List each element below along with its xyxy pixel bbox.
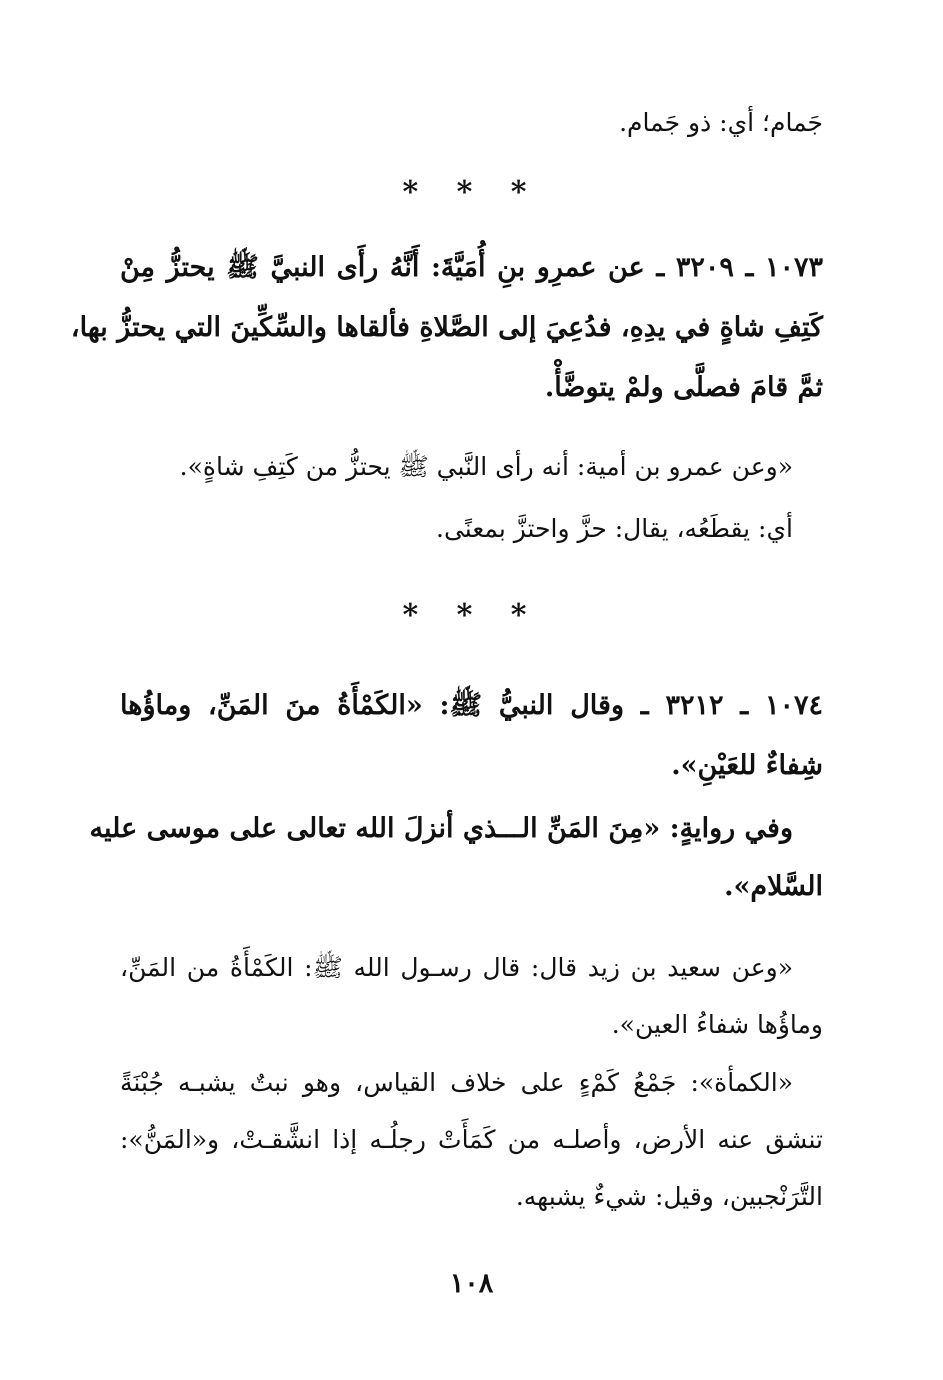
text-line: جَمام؛ أي: ذو جَمام. bbox=[619, 108, 823, 137]
commentary-line: «وعن عمرو بن أمية: أنه رأى النَّبي ﷺ يحتزُّ من كَتِفِ شاةٍ». bbox=[179, 452, 793, 481]
hadith-line: ١٠٧٤ ـ ٣٢١٢ ـ وقال النبيُّ ﷺ: «الكَمْأَةُ منَ المَنِّ، وماؤُها bbox=[120, 690, 823, 721]
hadith-line: ١٠٧٣ ـ ٣٢٠٩ ـ عن عمرِو بنِ أُمَيَّةَ: أَنَّهُ رأَى النبيَّ ﷺ يحتزُّ مِنْ bbox=[120, 252, 823, 283]
page-number: ١٠٨ bbox=[449, 1268, 494, 1299]
hadith-line: ثمَّ قامَ فصلَّى ولمْ يتوضَّأْ. bbox=[544, 372, 823, 403]
hadith-line: كَتِفِ شاةٍ في يدِهِ، فدُعِيَ إلى الصَّلاةِ فألقاها والسِّكِّينَ التي يحتزُّ بها، bbox=[70, 312, 823, 343]
hadith-line: وفي روايةٍ: «مِنَ المَنِّ الـــذي أنزلَ الله تعالى على موسى عليه bbox=[89, 813, 793, 844]
commentary-line: التَّرَنْجبين، وقيل: شيءٌ يشبهه. bbox=[515, 1182, 823, 1211]
commentary-line: «الكمأة»: جَمْعُ كَمْءٍ على خلاف القياس، وهو نبتٌ يشبـه جُبْنَةً bbox=[120, 1068, 793, 1097]
hadith-line: شِفاءٌ للعَيْنِ». bbox=[671, 750, 823, 781]
commentary-line: «وعن سعيد بن زيد قال: قال رسـول الله ﷺ: الكَمْأَةُ من المَنِّ، bbox=[120, 953, 793, 982]
commentary-line: تنشق عنه الأرض، وأصلـه من كَمَأَتْ رجلُـه إذا انشَّقـتْ، و«المَنُّ»: bbox=[120, 1125, 823, 1154]
hadith-line: السَّلام». bbox=[724, 871, 823, 902]
section-separator: * * * bbox=[402, 175, 541, 210]
section-separator: * * * bbox=[402, 598, 541, 633]
commentary-line: أي: يقطَعُه، يقال: حزَّ واحتزَّ بمعنًى. bbox=[436, 514, 793, 543]
commentary-line: وماؤُها شفاءُ العين». bbox=[611, 1010, 823, 1039]
